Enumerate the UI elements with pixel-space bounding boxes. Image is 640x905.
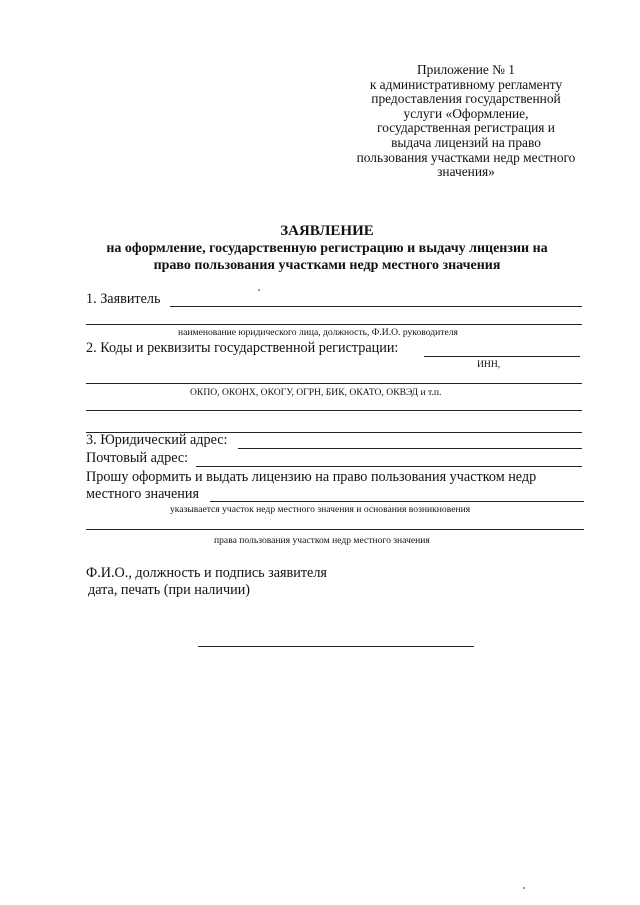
- signature-line-1: Ф.И.О., должность и подпись заявителя: [86, 565, 327, 581]
- applicant-field-2[interactable]: [86, 324, 582, 325]
- appendix-line: Приложение № 1: [416, 62, 516, 77]
- appendix-header: [330, 63, 602, 180]
- appendix-line: услуги «Оформление,: [403, 105, 529, 121]
- scan-speck: [523, 887, 525, 889]
- okpo-caption: ОКПО, ОКОНХ, ОКОГУ, ОГРН, БИК, ОКАТО, ОКВЭД и т.п.: [190, 387, 442, 398]
- signature-line-2: дата, печать (при наличии): [88, 582, 251, 598]
- codes-label: 2. Коды и реквизиты государственной регистрации:: [86, 340, 399, 356]
- title-line-2: право пользования участками недр местного значения: [153, 258, 501, 273]
- request-caption-2: права пользования участком недр местного значения: [214, 535, 430, 546]
- scan-speck: [258, 289, 260, 291]
- postal-address-label: Почтовый адрес:: [86, 450, 189, 466]
- inn-caption: ИНН,: [477, 359, 501, 370]
- request-line-2: местного значения: [86, 486, 199, 502]
- request-caption-1: указывается участок недр местного значения и основания возникновения: [170, 504, 471, 515]
- appendix-line: пользования участками недр местного: [356, 149, 576, 165]
- legal-address-field[interactable]: [238, 448, 582, 449]
- okpo-field[interactable]: [86, 383, 582, 384]
- applicant-label: 1. Заявитель: [86, 291, 161, 307]
- codes-field[interactable]: [424, 356, 580, 357]
- applicant-caption: наименование юридического лица, должность, Ф.И.О. руководителя: [178, 327, 458, 338]
- title-main: ЗАЯВЛЕНИЕ: [280, 223, 374, 239]
- postal-address-field[interactable]: [196, 466, 582, 467]
- document-title: [60, 223, 594, 274]
- appendix-line: государственная регистрация и: [377, 120, 555, 136]
- signature-field[interactable]: [198, 646, 474, 647]
- request-field-2[interactable]: [86, 529, 584, 530]
- title-line-1: на оформление, государственную регистрацию и выдачу лицензии на: [106, 241, 548, 256]
- appendix-line: выдача лицензий на право: [391, 134, 541, 150]
- appendix-line: предоставления государственной: [371, 91, 561, 107]
- applicant-field[interactable]: [170, 306, 582, 307]
- appendix-line: значения»: [437, 164, 495, 180]
- appendix-line: к административному регламенту: [369, 76, 563, 92]
- request-field[interactable]: [210, 501, 584, 502]
- request-line-1: Прошу оформить и выдать лицензию на право пользования участком недр: [86, 469, 537, 485]
- codes-extra-field-1[interactable]: [86, 410, 582, 411]
- legal-address-label: 3. Юридический адрес:: [86, 432, 228, 448]
